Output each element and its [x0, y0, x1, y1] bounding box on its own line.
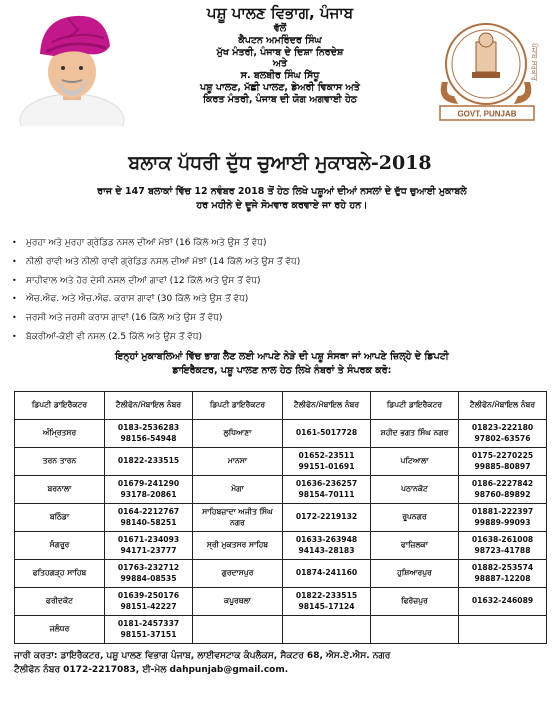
list-item	[12, 253, 552, 272]
contact-line: ਡਾਇਰੈਕਟਰ, ਪਸ਼ੂ ਪਾਲਣ ਨਾਲ ਹੇਠ ਲਿਖੇ ਨੰਬਰਾਂ ਤੇ ਸੰਪਰਕ ਕਰੋ:	[172, 365, 392, 377]
cm-name: ਕੈਪਟਨ ਅਮਰਿੰਦਰ ਸਿੰਘ	[238, 34, 322, 46]
phone-cell: 01874-241160	[283, 560, 371, 588]
list-item	[12, 328, 552, 347]
column-header: ਟੈਲੀਫੋਨ/ਮੋਬਾਇਲ ਨੰਬਰ	[283, 392, 371, 420]
breed-text: ਜਰਸੀ ਅਤੇ ਜਰਸੀ ਕਰਾਸ ਗਾਵਾਂ (16 ਕਿੱਲੋ ਅਤੇ ਉਸ ਤੋਂ ਵੱਧ)	[26, 313, 223, 324]
district-cell: ਫਾਜ਼ਿਲਕਾ	[371, 532, 459, 560]
column-header: ਟੈਲੀਫੋਨ/ਮੋਬਾਇਲ ਨੰਬਰ	[105, 392, 193, 420]
column-header: ਡਿਪਟੀ ਡਾਇਰੈਕਟਰ	[193, 392, 283, 420]
list-item	[12, 272, 552, 291]
phone-cell: 0183-2536283 98156-54948	[105, 420, 193, 448]
column-header: ਡਿਪਟੀ ਡਾਇਰੈਕਟਰ	[15, 392, 105, 420]
district-cell: ਸੰਗਰੂਰ	[15, 532, 105, 560]
phone-cell	[283, 616, 371, 644]
intro-text	[14, 185, 550, 213]
footer	[14, 650, 550, 678]
breed-text: ਮੁਰਹਾ ਅਤੇ ਮੁਰਹਾ ਗ੍ਰੇਡਿਡ ਨਸਲ ਦੀਆਂ ਮੱਝਾਂ (16 ਕਿੱਲੋ ਅਤੇ ਉਸ ਤੋਂ ਵੱਧ)	[26, 238, 267, 248]
table-row	[15, 588, 547, 616]
contact-phone-email: ਟੈਲੀਫੋਨ ਨੰਬਰ 0172-2217083, ਈ-ਮੇਲ dahpunjab@gmail.com.	[14, 664, 289, 675]
header-block	[140, 4, 420, 106]
department-title: ਪਸ਼ੂ ਪਾਲਣ ਵਿਭਾਗ, ਪੰਜਾਬ	[206, 4, 354, 22]
bullet-icon: •	[12, 256, 17, 266]
district-cell: ਅੰਮ੍ਰਿਤਸਰ	[15, 420, 105, 448]
column-header: ਡਿਪਟੀ ਡਾਇਰੈਕਟਰ	[371, 392, 459, 420]
contact-line: ਇਨ੍ਹਾਂ ਮੁਕਾਬਲਿਆਂ ਵਿੱਚ ਭਾਗ ਲੈਣ ਲਈ ਆਪਣੇ ਨੇੜੇ ਦੀ ਪਸ਼ੂ ਸੰਸਥਾ ਜਾਂ ਆਪਣੇ ਜ਼ਿਲ੍ਹੇ ਦੇ ਡਿਪਟੀ	[115, 351, 449, 362]
page-title: ਬਲਾਕ ਪੱਧਰੀ ਦੁੱਧ ਚੁਆਈ ਮੁਕਾਬਲੇ-2018	[128, 152, 432, 174]
table-row	[15, 616, 547, 644]
phone-cell: 01633-263948 94143-28183	[283, 532, 371, 560]
list-item	[12, 290, 552, 309]
district-cell: ਸ੍ਰੀ ਮੁਕਤਸਰ ਸਾਹਿਬ	[193, 532, 283, 560]
intro-line: ਰਾਜ ਦੇ 147 ਬਲਾਕਾਂ ਵਿੱਚ 12 ਨਵੰਬਰ 2018 ਤੋਂ ਹੇਠ ਲਿਖੇ ਪਸ਼ੂਆਂ ਦੀਆਂ ਨਸਲਾਂ ਦੇ ਦੁੱਧ ਚੁਆਈ ਮੁਕਾਬਲੇ	[97, 186, 467, 197]
district-cell: ਫਰੀਦਕੋਟ	[15, 588, 105, 616]
phone-cell: 01823-222180 97802-63576	[459, 420, 547, 448]
district-cell	[193, 616, 283, 644]
phone-cell: 01636-236257 98154-70111	[283, 476, 371, 504]
bullet-icon: •	[12, 294, 17, 304]
phone-cell: 01679-241290 93178-20861	[105, 476, 193, 504]
table-body	[15, 420, 547, 644]
table-row	[15, 560, 547, 588]
district-cell: ਹੁਸ਼ਿਆਰਪੁਰ	[371, 560, 459, 588]
issued-by: ਜਾਰੀ ਕਰਤਾ: ਡਾਇਰੈਕਟਰ, ਪਸ਼ੂ ਪਾਲਣ ਵਿਭਾਗ ਪੰਜਾਬ, ਲਾਈਵਸਟਾਕ ਕੰਪਲੈਕਸ, ਸੈਕਟਰ 68, ਐਸ.ਏ.ਐਸ. ਨਗਰ	[14, 651, 391, 661]
district-cell: ਰੂਪਨਗਰ	[371, 504, 459, 532]
list-item	[12, 234, 552, 253]
phone-cell: 0186-2227842 98760-89892	[459, 476, 547, 504]
district-cell: ਸ਼ਹੀਦ ਭਗਤ ਸਿੰਘ ਨਗਰ	[371, 420, 459, 448]
breed-text: ਬੱਕਰੀਆਂ-ਕੋਈ ਵੀ ਨਸਲ (2.5 ਕਿੱਲੋ ਅਤੇ ਉਸ ਤੋਂ ਵੱਧ)	[26, 331, 203, 342]
minister-name: ਸ. ਬਲਬੀਰ ਸਿੰਘ ਸਿੱਧੂ	[240, 70, 320, 82]
district-cell: ਮਾਨਸਾ	[193, 448, 283, 476]
breed-text: ਨੀਲੀ ਰਾਵੀ ਅਤੇ ਨੀਲੀ ਰਾਵੀ ਗ੍ਰੇਡਿਡ ਨਸਲ ਦੀਆਂ ਮੱਝਾਂ (14 ਕਿੱਲੋ ਅਤੇ ਉਸ ਤੋਂ ਵੱਧ)	[26, 256, 301, 267]
phone-cell: 01652-23511 99151-01691	[283, 448, 371, 476]
phone-cell: 01822-233515 98145-17124	[283, 588, 371, 616]
column-header: ਟੈਲੀਫੋਨ/ਮੋਬਾਇਲ ਨੰਬਰ	[459, 392, 547, 420]
contact-instructions	[12, 350, 552, 379]
table-row	[15, 448, 547, 476]
list-item	[12, 309, 552, 328]
district-cell: ਪਟਿਆਲਾ	[371, 448, 459, 476]
district-cell: ਸਾਹਿਬਜ਼ਾਦਾ ਅਜੀਤ ਸਿੰਘ ਨਗਰ	[193, 504, 283, 532]
table-row	[15, 420, 547, 448]
phone-cell: 01638-261008 98723-41788	[459, 532, 547, 560]
and-label: ਅਤੇ	[272, 58, 288, 70]
district-cell: ਮੋਗਾ	[193, 476, 283, 504]
phone-cell	[459, 616, 547, 644]
seal-side-text: ਪੰਜਾਬ ਸਰਕਾਰ	[530, 43, 538, 81]
phone-cell: 01882-253574 98887-12208	[459, 560, 547, 588]
phone-cell: 01822-233515	[105, 448, 193, 476]
bullet-icon: •	[12, 331, 17, 341]
phone-cell: 01671-234093 94171-23777	[105, 532, 193, 560]
district-cell: ਬਰਨਾਲਾ	[15, 476, 105, 504]
district-cell: ਲੁਧਿਆਣਾ	[193, 420, 283, 448]
by-label: ਵੱਲੋਂ	[273, 22, 287, 34]
table-row	[15, 476, 547, 504]
phone-cell: 01632-246089	[459, 588, 547, 616]
table-row	[15, 532, 547, 560]
district-cell: ਫਿਰੋਜ਼ਪੁਰ	[371, 588, 459, 616]
phone-cell: 0181-2457337 98151-37151	[105, 616, 193, 644]
phone-cell: 01639-250176 98151-42227	[105, 588, 193, 616]
phone-cell: 01763-232712 99884-08535	[105, 560, 193, 588]
district-cell: ਗੁਰਦਾਸਪੁਰ	[193, 560, 283, 588]
district-cell: ਕਪੂਰਥਲਾ	[193, 588, 283, 616]
minister-role-1: ਪਸ਼ੂ ਪਾਲਣ, ਮੱਛੀ ਪਾਲਣ, ਡੇਅਰੀ ਵਿਕਾਸ ਅਤੇ	[200, 82, 360, 94]
district-cell: ਤਰਨ ਤਾਰਨ	[15, 448, 105, 476]
phone-cell: 0172-2219132	[283, 504, 371, 532]
seal-label: GOVT. PUNJAB	[457, 109, 517, 119]
minister-role-2: ਕਿਰਤ ਮੰਤਰੀ, ਪੰਜਾਬ ਦੀ ਯੋਗ ਅਗਵਾਈ ਹੇਠ	[202, 94, 358, 105]
phone-cell: 0161-5017728	[283, 420, 371, 448]
phone-cell: 01881-222397 99889-99093	[459, 504, 547, 532]
govt-punjab-seal	[428, 12, 548, 132]
district-cell: ਪਠਾਨਕੋਟ	[371, 476, 459, 504]
district-cell: ਫਤਿਹਗੜ੍ਹ ਸਾਹਿਬ	[15, 560, 105, 588]
portrait-photo	[18, 8, 126, 126]
cm-role: ਮੁੱਖ ਮੰਤਰੀ, ਪੰਜਾਬ ਦੇ ਦਿਸ਼ਾ ਨਿਰਦੇਸ਼	[216, 46, 344, 58]
bullet-icon: •	[12, 238, 17, 247]
district-cell: ਬਠਿੰਡਾ	[15, 504, 105, 532]
bullet-icon: •	[12, 313, 17, 323]
bullet-icon: •	[12, 275, 17, 285]
district-cell	[371, 616, 459, 644]
breed-list	[12, 234, 552, 347]
deputy-directors-table	[14, 391, 547, 644]
breed-text: ਐਚ.ਐਫ. ਅਤੇ ਐਚ.ਐਫ. ਕਰਾਸ ਗਾਵਾਂ (30 ਕਿੱਲੋ ਅਤੇ ਉਸ ਤੋਂ ਵੱਧ)	[26, 294, 249, 305]
intro-line: ਹਰ ਮਹੀਨੇ ਦੇ ਦੂਜੇ ਸੋਮਵਾਰ ਕਰਵਾਏ ਜਾ ਰਹੇ ਹਨ।	[196, 199, 368, 211]
breed-text: ਸਾਹੀਵਾਲ ਅਤੇ ਹੋਰ ਦੇਸੀ ਨਸਲ ਦੀਆਂ ਗਾਵਾਂ (12 ਕਿੱਲੋ ਅਤੇ ਉਸ ਤੋਂ ਵੱਧ)	[26, 275, 261, 286]
table-row	[15, 504, 547, 532]
phone-cell: 0175-2270225 99885-80897	[459, 448, 547, 476]
phone-cell: 0164-2212767 98140-58251	[105, 504, 193, 532]
table-header-row	[15, 392, 547, 420]
district-cell: ਜਲੰਧਰ	[15, 616, 105, 644]
